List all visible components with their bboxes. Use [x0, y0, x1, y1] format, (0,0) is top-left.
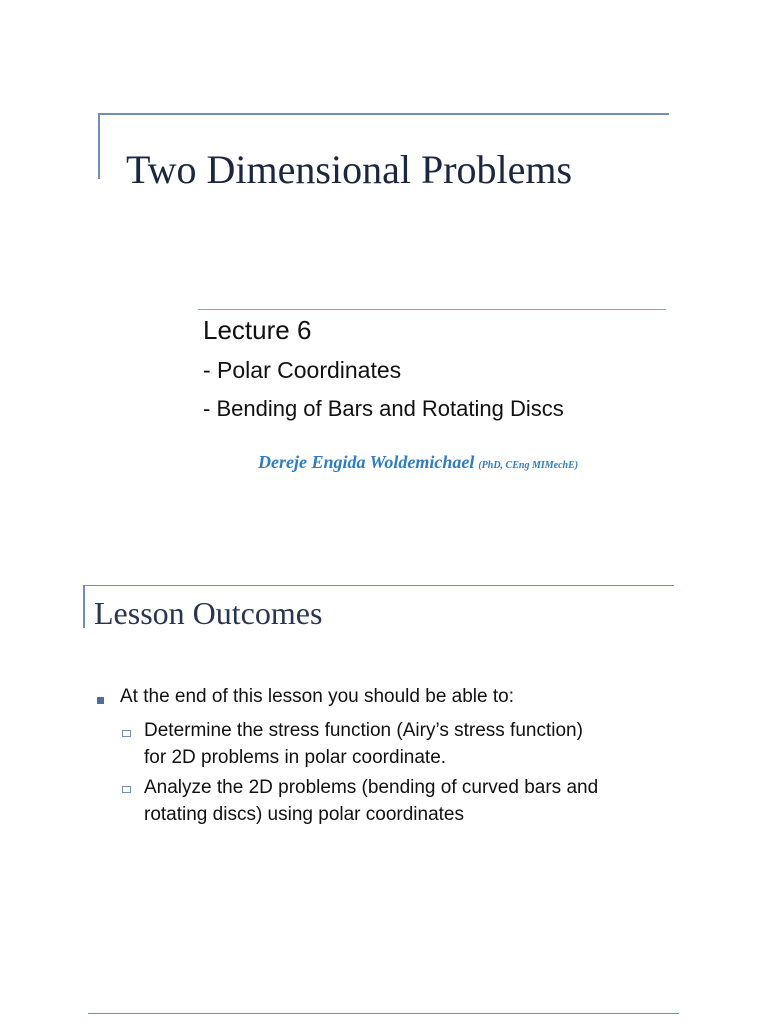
outcomes-left-rule: [83, 585, 85, 628]
lecture-number: Lecture 6: [203, 315, 312, 345]
outcome-item-line: rotating discs) using polar coordinates: [144, 804, 465, 825]
slide-title: Two Dimensional Problems: [126, 147, 573, 192]
outcome-item-stress-function: [144, 717, 583, 771]
subtitle-rule: [198, 309, 666, 310]
outcome-item-analyze: [144, 774, 598, 828]
title-top-rule: [99, 113, 669, 115]
outcomes-intro: At the end of this lesson you should be able to:: [120, 686, 514, 707]
author-name: Dereje Engida Woldemichael: [258, 452, 475, 472]
outcome-item-line: Analyze the 2D problems (bending of curved bars and: [144, 777, 599, 798]
outcomes-top-rule: [83, 585, 674, 586]
hollow-square-bullet-icon: [122, 786, 131, 793]
title-left-rule: [98, 113, 100, 179]
topic-bending-bars: - Bending of Bars and Rotating Discs: [203, 396, 564, 421]
hollow-square-bullet-icon: [122, 730, 131, 737]
outcome-item-line: for 2D problems in polar coordinate.: [144, 747, 447, 768]
author-credentials: (PhD, CEng MIMechE): [478, 460, 579, 471]
square-bullet-icon: [97, 697, 104, 704]
outcome-item-line: Determine the stress function (Airy’s stress function): [144, 720, 583, 741]
author-line: [258, 452, 578, 473]
bottom-rule: [88, 1013, 679, 1014]
outcomes-heading: Lesson Outcomes: [94, 595, 323, 631]
topic-polar-coordinates: - Polar Coordinates: [203, 357, 402, 383]
